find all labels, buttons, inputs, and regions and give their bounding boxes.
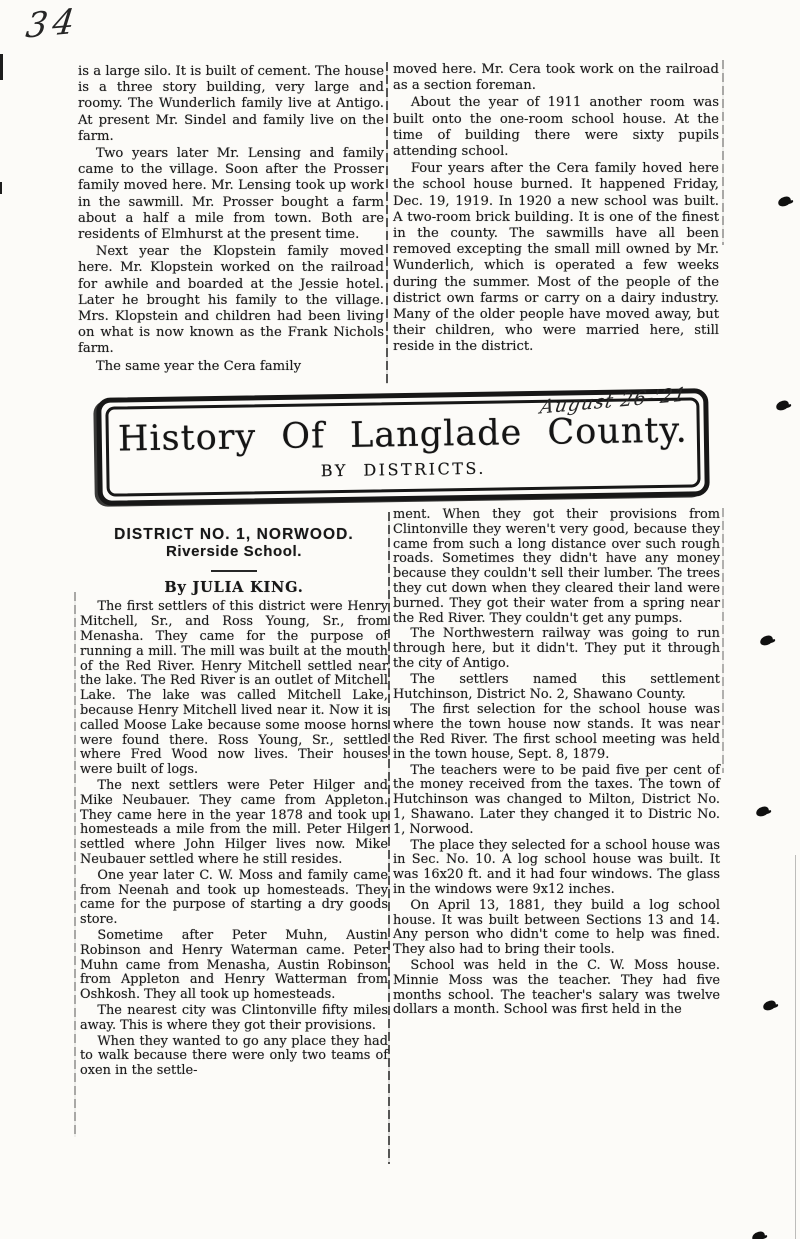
separator-rule <box>211 570 257 572</box>
column-divider-rule <box>386 62 388 384</box>
paragraph: Sometime after Peter Muhn, Austin Robinson and Henry Waterman came. Peter Muhn came from Menasha, Austin Robinson from Appleton and Henry Watterman from Oshkosh. They all took up homesteads. <box>80 927 388 1003</box>
paragraph: The place they selected for a school house was in Sec. No. 10. A log school house was built. It was 16x20 ft. and it had four windows. The glass in the windows were 9x12 inches. <box>393 837 720 897</box>
byline: By JULIA KING. <box>164 578 304 596</box>
bottom-left-body <box>80 600 388 1079</box>
scan-edge-mark <box>0 54 3 80</box>
ink-mark <box>759 635 774 647</box>
masthead-subtitle: BY DISTRICTS. <box>320 458 487 481</box>
paragraph: Four years after the Cera family hoved here the school house burned. It happened Friday, Dec. 19, 1919. In 1920 a new school was built. A two-room brick building. It is one of the finest in the county. The sawmills have all been removed excepting the small mill owned by Mr. Wunderlich, which is operated a few weeks during the summer. Most of the people of the district own farms or carry on a dairy industry. Many of the older people have moved away, but their children, who were married here, still reside in the district. <box>393 161 719 355</box>
column-divider-rule <box>74 592 76 1137</box>
paragraph: The Northwestern railway was going to run through here, but it didn't. They put it through the city of Antigo. <box>393 626 720 671</box>
top-left-column <box>78 64 384 376</box>
handwritten-page-number: 34 <box>23 1 82 47</box>
paragraph: The same year the Cera family <box>95 358 302 374</box>
bottom-left-column <box>80 528 388 1080</box>
paragraph: One year later C. W. Moss and family came from Neenah and took up homesteads. They came for the purpose of starting a dry goods store. <box>80 867 388 928</box>
ink-mark <box>762 1000 777 1012</box>
district-subheading: Riverside School. <box>165 542 303 560</box>
district-heading: DISTRICT NO. 1, NORWOOD. <box>114 526 354 543</box>
column-divider-rule <box>388 512 390 1164</box>
paragraph: moved here. Mr. Cera took work on the railroad as a section foreman. <box>393 62 719 94</box>
masthead-title: History Of Langlade County. <box>117 410 688 460</box>
paragraph: is a large silo. It is built of cement. The house is a three story building, very large and roomy. The Wunderlich family live at Antigo. At present Mr. Sindel and family live on the farm. <box>78 64 384 144</box>
paragraph: When they wanted to go any place they had to walk because there were only two teams of oxen in the settle- <box>80 1033 388 1079</box>
paragraph: The next settlers were Peter Hilger and Mike Neubauer. They came from Appleton. They came here in the year 1878 and took up homesteads a mile from the mill. Peter Hilger settled where John Hilger lives now. Mike Neubauer settled where he still resides. <box>80 777 388 867</box>
paragraph: On April 13, 1881, they build a log school house. It was built between Sections 13 and 14. Any person who didn't come to help was fined. They also had to bring their tools. <box>393 897 720 958</box>
column-divider-rule <box>722 508 724 773</box>
handwritten-date: August 26-'21 <box>538 383 689 419</box>
top-right-column <box>393 62 719 357</box>
ink-mark <box>751 1231 766 1239</box>
paragraph: About the year of 1911 another room was built onto the one-room school house. At the time of building there were sixty pupils attending school. <box>393 95 719 160</box>
column-divider-rule <box>722 60 724 245</box>
ink-mark <box>775 400 790 412</box>
bottom-right-column <box>393 508 720 1019</box>
paragraph: The settlers named this settlement Hutchinson, District No. 2, Shawano County. <box>393 671 720 702</box>
masthead-inner-border <box>105 397 700 496</box>
paragraph: ment. When they got their provisions from Clintonville they weren't very good, because they came from such a long distance over such rough roads. Sometimes they didn't have any money because they couldn't sell their lumber. The trees they cut down when they cleared their land were burned. They got their water from a spring near the Red River. They couldn't get any pumps. <box>393 507 720 626</box>
paragraph: School was held in the C. W. Moss house. Minnie Moss was the teacher. They had five months school. The teacher's salary was twelve dollars a month. School was first held in the <box>393 957 720 1018</box>
ink-mark <box>777 196 792 208</box>
paragraph: The nearest city was Clintonville fifty miles away. This is where they got their provisions. <box>80 1002 388 1033</box>
paragraph: The first selection for the school house was where the town house now stands. It was near the Red River. The first school meeting was held in the town house, Sept. 8, 1879. <box>393 702 720 762</box>
paragraph: The first settlers of this district were Henry Mitchell, Sr., and Ross Young, Sr., from Menasha. They came for the purpose of running a mill. The mill was built at the mouth of the Red River. Henry Mitchell settled near the lake. The Red River is an outlet of Mitchell Lake. The lake was called Mitchell Lake, because Henry Mitchell lived near it. Now it is called Moose Lake because some moose horns were found there. Ross Young, Sr., settled where Fred Wood now lives. Their houses were built of logs. <box>80 599 388 778</box>
ink-mark <box>755 806 770 818</box>
page-edge-rule <box>795 855 796 1239</box>
scan-edge-mark <box>0 182 2 194</box>
paragraph: The teachers were to be paid five per cent of the money received from the taxes. The town of Hutchinson was changed to Milton, District No. 1, Shawano. Later they changed it to Distric No. 1, Norwood. <box>393 762 720 837</box>
paragraph: Next year the Klopstein family moved here. Mr. Klopstein worked on the railroad for awhile and boarded at the Jessie hotel. Later he brought his family to the village. Mrs. Klopstein and children had been living on what is now known as the Frank Nichols farm. <box>78 244 384 357</box>
paragraph: Two years later Mr. Lensing and family came to the village. Soon after the Prosser family moved here. Mr. Lensing took up work in the sawmill. Mr. Prosser bought a farm about a half a mile from town. Both are residents of Elmhurst at the present time. <box>78 146 384 243</box>
